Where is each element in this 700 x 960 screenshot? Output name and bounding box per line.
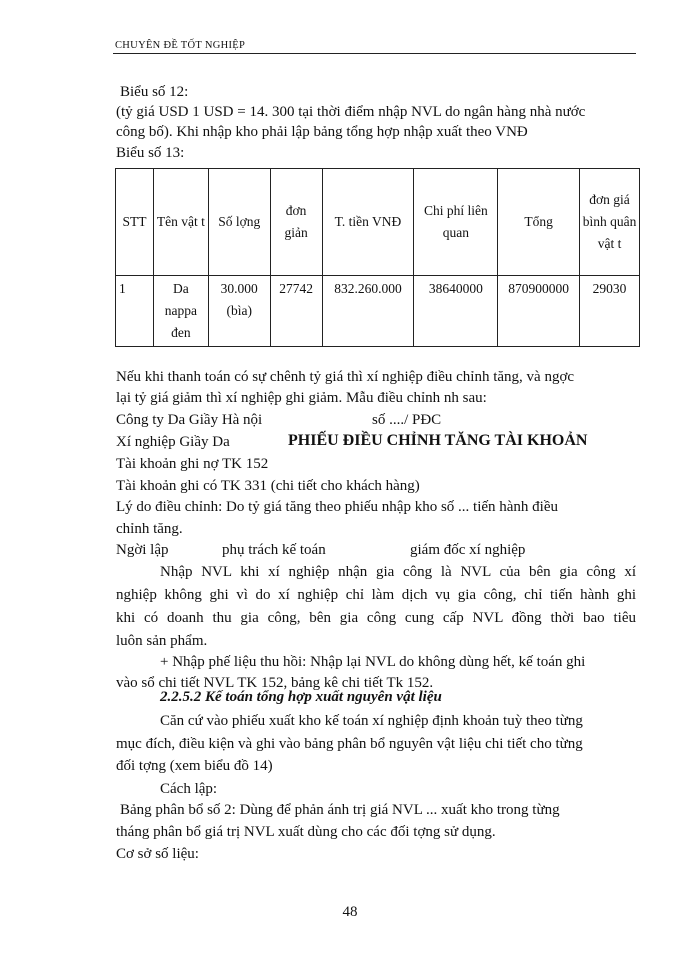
para5-line4: Cơ sở số liệu: [116,846,199,862]
para5-line1: Cách lập: [160,781,218,797]
section-heading: 2.2.5.2 Kế toán tổng hợp xuất nguyên vật liệu [160,689,442,705]
para4-line1: Căn cứ vào phiếu xuất kho kế toán xí nghiệp định khoản tuỳ theo từng [160,713,583,729]
col-header: Tổng [498,169,580,276]
page-number: 48 [342,904,358,920]
col-header: Tên vật t [153,169,208,276]
table-cell: 38640000 [414,276,498,347]
para2-line4: luôn sản phẩm. [116,633,208,649]
header-rule [113,53,636,54]
para3-line1: + Nhập phế liệu thu hồi: Nhập lại NVL do không dùng hết, kế toán ghi [160,654,586,670]
col-header: STT [116,169,154,276]
signature-accountant: phụ trách kế toán [222,542,326,558]
bieu-12-label: Biểu số 12: [120,84,189,100]
table-cell: 29030 [580,276,640,347]
table-cell: 870900000 [498,276,580,347]
form-unit: Xí nghiệp Giầy Da [116,434,230,450]
para4-line3: đối tợng (xem biểu đồ 14) [116,758,273,774]
form-number: số ..../ PĐC [372,412,442,428]
exchange-rate-note-line2: công bố). Khi nhập kho phải lập bảng tổng hợp nhập xuất theo VNĐ [116,124,528,140]
table-header-row [116,169,640,276]
para5-line2: Bảng phân bổ số 2: Dùng để phản ánh trị giá NVL ... xuất kho trong từng [120,802,560,818]
table-cell: Da nappa đen [153,276,208,347]
form-company: Công ty Da Giầy Hà nội [116,412,263,428]
para1-line1: Nếu khi thanh toán có sự chênh tỷ giá thì xí nghiệp điều chỉnh tăng, và ngợc [116,369,575,385]
para1-line2: lại tỷ giá giảm thì xí nghiệp ghi giảm. Mẫu điều chỉnh nh sau: [116,390,487,406]
col-header: Chi phí liên quan [414,169,498,276]
form-credit-account: Tài khoản ghi có TK 331 (chi tiết cho khách hàng) [116,478,420,494]
col-header: Số lợng [208,169,270,276]
bieu-13-label: Biểu số 13: [116,145,185,161]
table-cell: 30.000 (bìa) [208,276,270,347]
col-header: T. tiền VNĐ [322,169,414,276]
col-header: đơn giá bình quân vật t [580,169,640,276]
col-header: đơn giản [270,169,322,276]
signature-director: giám đốc xí nghiệp [410,542,526,558]
table-row [116,276,640,347]
table-cell: 27742 [270,276,322,347]
signature-maker: Ngời lập [116,542,169,558]
running-header: CHUYÊN ĐỀ TỐT NGHIỆP [115,40,246,51]
para2-line1: Nhập NVL khi xí nghiệp nhận gia công là NVL của bên gia công xí [160,564,636,580]
para2-line3: khi có doanh thu gia công, bên gia công cung cấp NVL đồng thời bao tiêu [116,610,636,626]
exchange-rate-note-line1: (tỷ giá USD 1 USD = 14. 300 tại thời điểm nhập NVL do ngân hàng nhà nước [116,104,586,120]
form-reason-line1: Lý do điều chỉnh: Do tỷ giá tăng theo phiếu nhập kho số ... tiến hành điều [116,499,559,515]
form-debit-account: Tài khoản ghi nợ TK 152 [116,456,269,472]
table-cell: 832.260.000 [322,276,414,347]
form-title: PHIẾU ĐIỀU CHỈNH TĂNG TÀI KHOẢN [288,432,588,449]
para5-line3: tháng phân bổ giá trị NVL xuất dùng cho các đối tợng sử dụng. [116,824,496,840]
para4-line2: mục đích, điều kiện và ghi vào bảng phân bổ nguyên vật liệu chi tiết cho từng [116,736,583,752]
table-cell: 1 [116,276,154,347]
para3-line2: vào sổ chi tiết NVL TK 152, bảng kê chi tiết Tk 152. [116,675,434,691]
form-reason-line2: chỉnh tăng. [116,521,183,537]
summary-table-13 [115,168,640,347]
para2-line2: nghiệp không ghi vì do xí nghiệp chỉ làm dịch vụ gia công, chỉ tiến hành ghi [116,587,636,603]
